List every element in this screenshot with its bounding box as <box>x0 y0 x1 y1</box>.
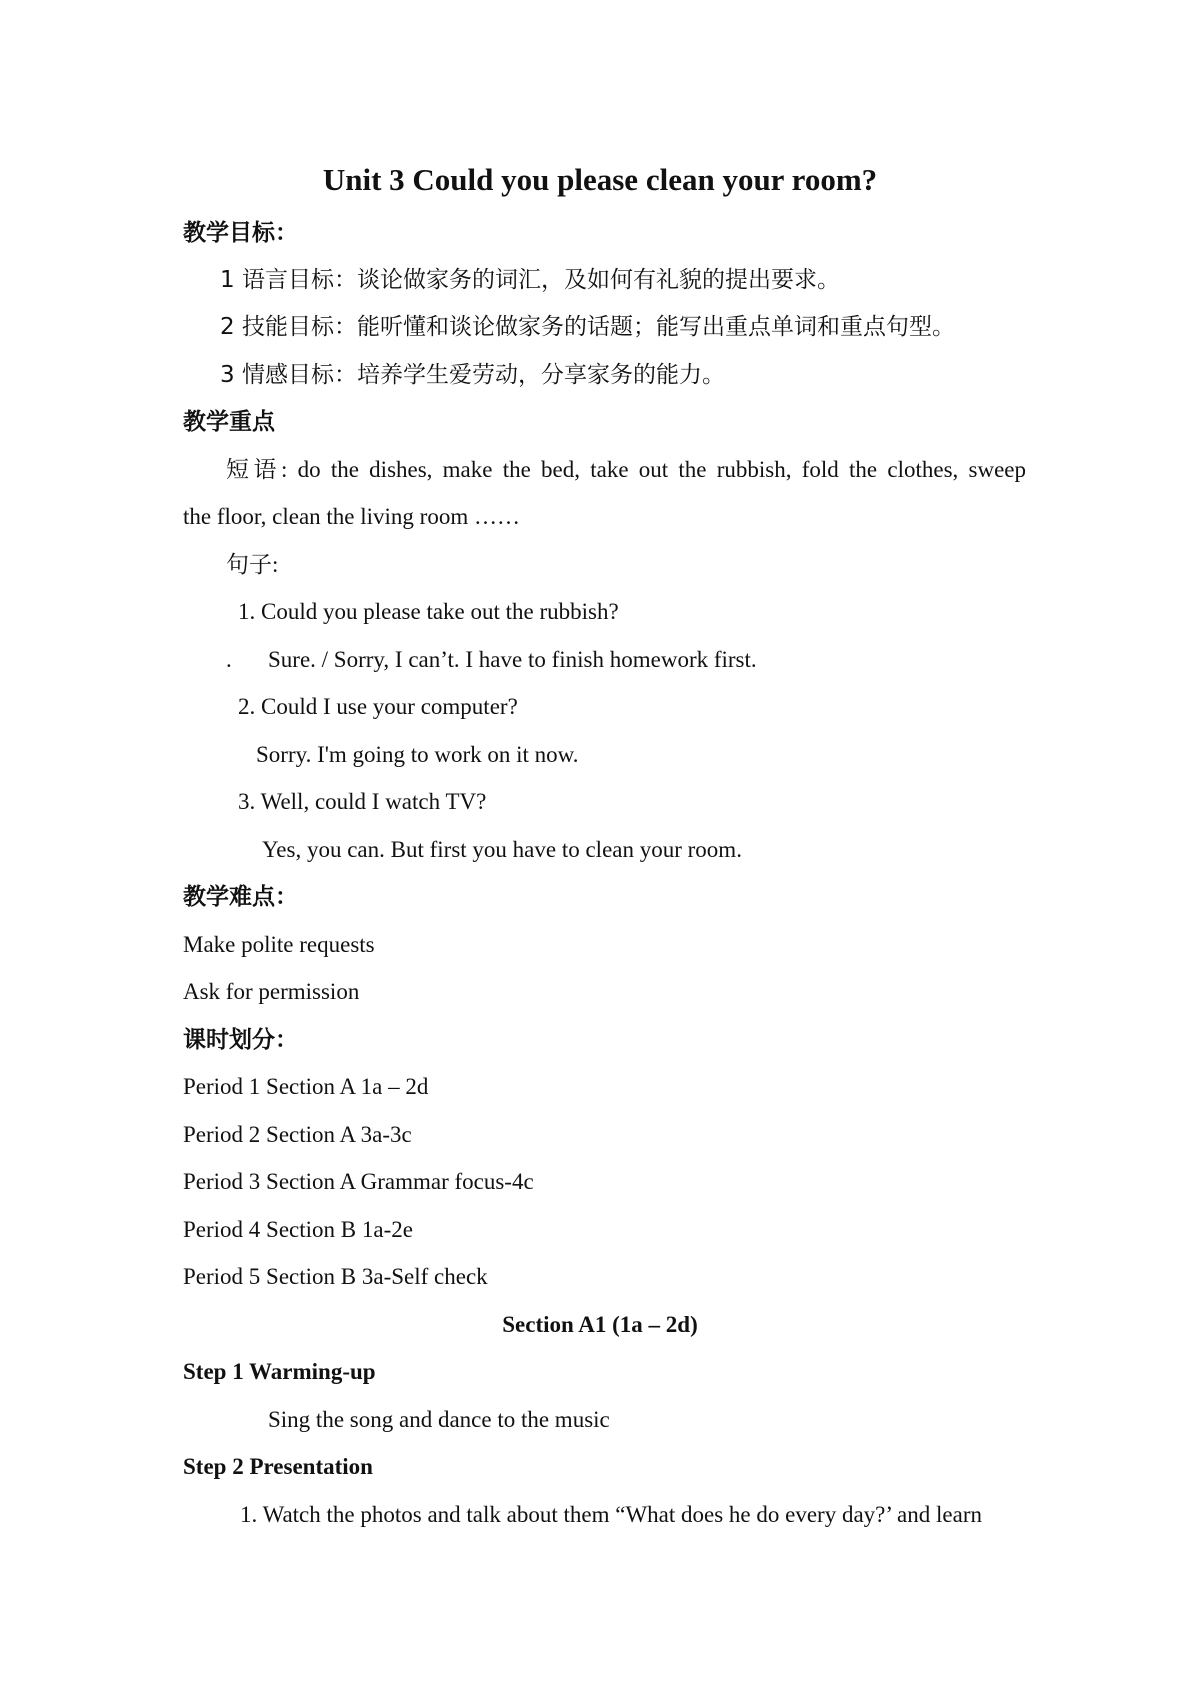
period-item-2: Period 2 Section A 3a-3c <box>183 1122 412 1147</box>
sentence-2: 2. Could I use your computer? <box>238 694 518 719</box>
sentence-1: 1. Could you please take out the rubbish? <box>238 599 619 624</box>
phrases-line-1: 短语: do the dishes, make the bed, take out the rubbish, fold the clothes, sweep <box>226 457 1026 482</box>
period-item-5: Period 5 Section B 3a-Self check <box>183 1264 488 1289</box>
sentence-bullet: . <box>226 647 232 672</box>
sentences-label: 句子: <box>226 552 279 577</box>
periods-heading: 课时划分： <box>183 1027 298 1053</box>
period-item-4: Period 4 Section B 1a-2e <box>183 1217 413 1242</box>
difficulty-item-1: Make polite requests <box>183 932 375 957</box>
step-1-text: Sing the song and dance to the music <box>268 1407 610 1432</box>
period-item-3: Period 3 Section A Grammar focus-4c <box>183 1169 534 1194</box>
difficulties-heading: 教学难点： <box>183 884 298 910</box>
sentence-3-answer: Yes, you can. But first you have to clean your room. <box>262 837 742 862</box>
difficulty-item-2: Ask for permission <box>183 979 360 1004</box>
section-title: Section A1 (1a – 2d) <box>502 1312 698 1337</box>
objective-item-3: 3 情感目标：培养学生爱劳动，分享家务的能力。 <box>220 362 725 388</box>
objective-item-2: 2 技能目标：能听懂和谈论做家务的话题；能写出重点单词和重点句型。 <box>220 314 955 340</box>
phrases-line-2: the floor, clean the living room …… <box>183 504 520 529</box>
step-2-text: 1. Watch the photos and talk about them “What does he do every day?’ and learn <box>240 1502 982 1527</box>
objective-item-1: 1 语言目标：谈论做家务的词汇，及如何有礼貌的提出要求。 <box>220 267 840 293</box>
period-item-1: Period 1 Section A 1a – 2d <box>183 1074 429 1099</box>
step-2-heading: Step 2 Presentation <box>183 1454 373 1479</box>
sentence-1-answer: Sure. / Sorry, I can’t. I have to finish homework first. <box>268 647 757 672</box>
objectives-heading: 教学目标： <box>183 220 298 246</box>
document-title: Unit 3 Could you please clean your room? <box>322 162 878 197</box>
step-1-heading: Step 1 Warming-up <box>183 1359 376 1384</box>
sentence-2-answer: Sorry. I'm going to work on it now. <box>256 742 579 767</box>
sentence-3: 3. Well, could I watch TV? <box>238 789 487 814</box>
key-points-heading: 教学重点 <box>183 409 275 435</box>
